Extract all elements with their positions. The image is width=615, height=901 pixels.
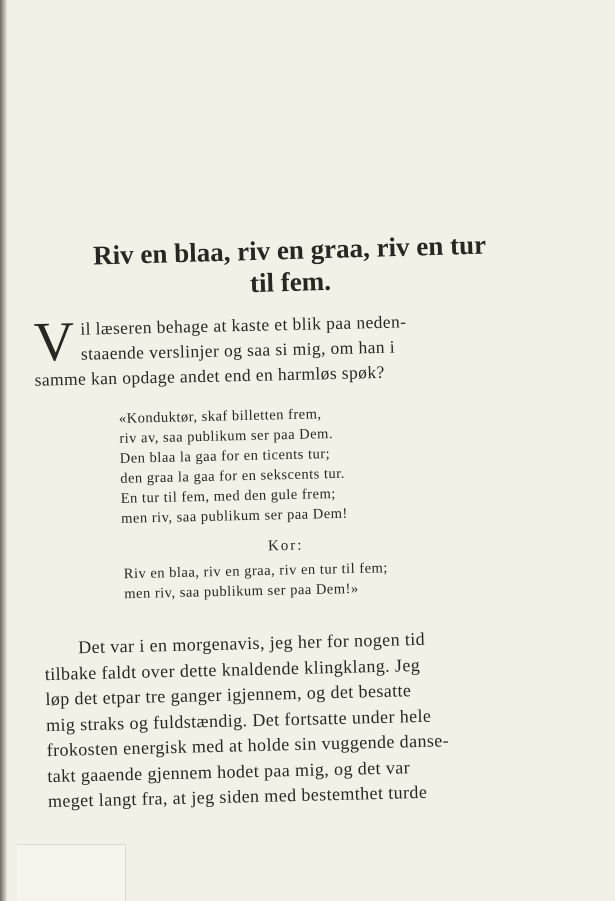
body-line: frokosten energisk med at holde sin vuggende danse- <box>46 730 450 761</box>
body-line: tilbake faldt over dette knaldende klingklang. Jeg <box>44 654 421 684</box>
body-line: takt gaaende gjennem hodet paa mig, og det var <box>47 756 411 786</box>
body-paragraph <box>44 624 548 815</box>
chorus-heading: Kor: <box>267 537 304 555</box>
chorus-line: men riv, saa publikum ser paa Dem!» <box>124 580 359 603</box>
intro-line: staaende verslinjer og saa si mig, om han i <box>80 336 396 364</box>
chapter-title-line-1: Riv en blaa, riv en graa, riv en tur <box>92 229 487 271</box>
verse-line: En tur til fem, med den gule frem; <box>120 485 336 507</box>
body-line: løp det etpar tre ganger igjennem, og det besatte <box>45 680 412 710</box>
chorus-block <box>124 556 495 604</box>
intro-paragraph <box>33 306 545 393</box>
verse-line: den graa la gaa for en sekscents tur. <box>120 465 346 487</box>
verse-line: «Konduktør, skaf billetten frem, <box>118 406 322 427</box>
verse-line: Den blaa la gaa for en ticents tur; <box>119 446 331 467</box>
verse-line: men riv, saa publikum ser paa Dem! <box>120 505 348 527</box>
intro-line: samme kan opdage andet end en harmløs spøk? <box>34 361 385 390</box>
verse-block <box>119 401 462 529</box>
drop-cap: V <box>33 310 76 374</box>
intro-line: il læseren behage at kaste et blik paa neden- <box>80 311 407 339</box>
body-line: Det var i en morgenavis, jeg her for nogen tid <box>77 628 426 658</box>
chapter-title-line-2: til fem. <box>249 265 332 299</box>
body-line: mig straks og fuldstændig. Det fortsatte under hele <box>45 705 432 735</box>
body-line: meget langt fra, at jeg siden med bestemthet turde <box>47 781 428 812</box>
page-corner-fold <box>17 844 126 901</box>
verse-line: riv av, saa publikum ser paa Dem. <box>119 426 334 447</box>
book-spine-edge <box>0 0 7 901</box>
chorus-line: Riv en blaa, riv en graa, riv en tur til fem; <box>123 560 389 583</box>
